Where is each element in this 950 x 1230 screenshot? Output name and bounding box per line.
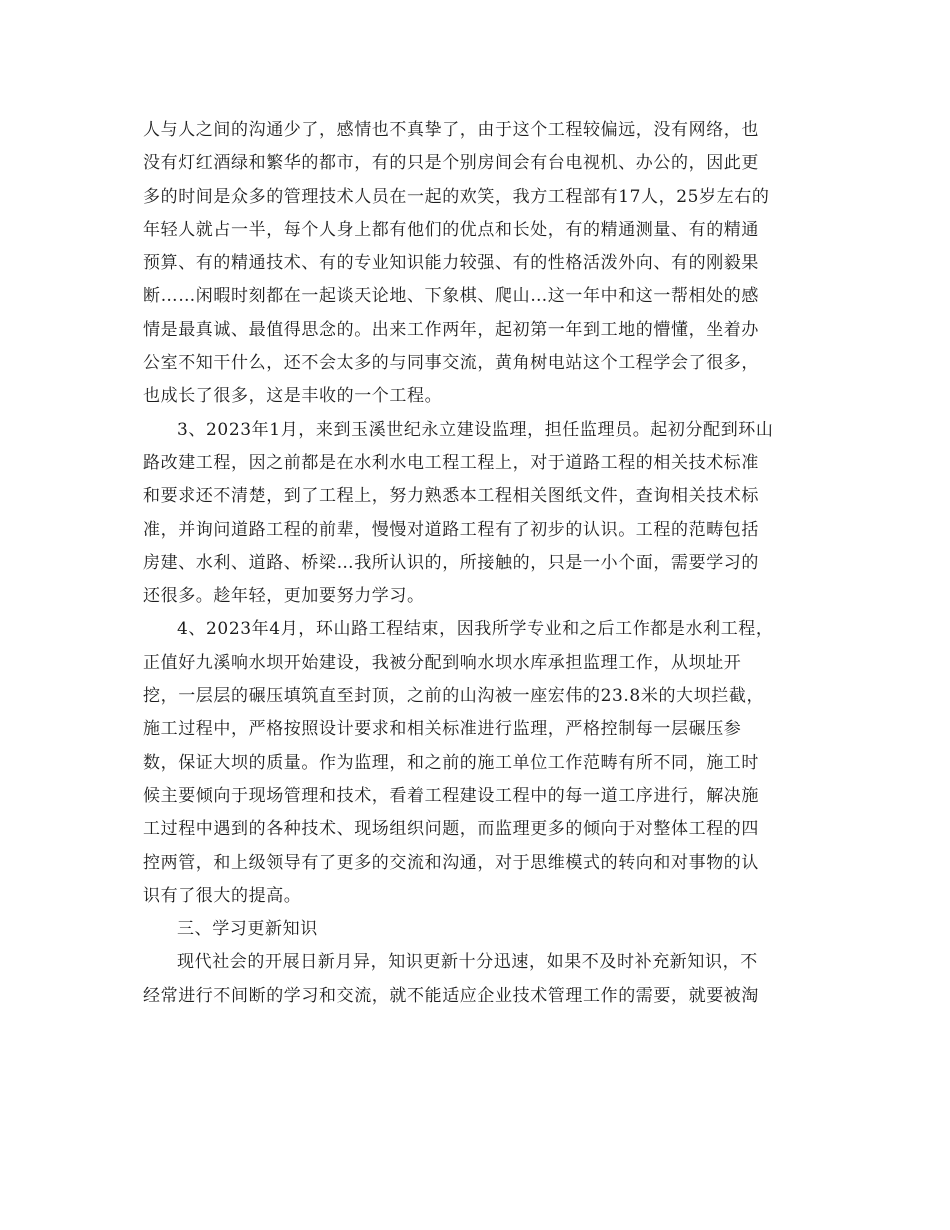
text-line: 4、2023年4月，环山路工程结束，因我所学专业和之后工作都是水利工程， bbox=[177, 619, 774, 640]
text-line: 3、2023年1月，来到玉溪世纪永立建设监理，担任监理员。起初分配到环山 bbox=[177, 419, 774, 440]
text-line: 数，保证大坝的质量。作为监理，和之前的施工单位工作范畴有所不同，施工时 bbox=[143, 752, 759, 773]
text-line: 三、学习更新知识 bbox=[177, 919, 318, 940]
text-line: 控两管，和上级领导有了更多的交流和沟通，对于思维模式的转向和对事物的认 bbox=[143, 852, 759, 873]
text-line: 多的时间是众多的管理技术人员在一起的欢笑，我方工程部有17人，25岁左右的 bbox=[143, 186, 770, 207]
text-line: 预算、有的精通技术、有的专业知识能力较强、有的性格活泼外向、有的刚毅果 bbox=[143, 253, 759, 274]
text-line: 房建、水利、道路、桥梁…我所认识的，所接触的，只是一小个面，需要学习的 bbox=[143, 552, 759, 573]
text-line: 挖，一层层的碾压填筑直至封顶，之前的山沟被一座宏伟的23.8米的大坝拦截， bbox=[143, 686, 765, 707]
text-line: 还很多。趁年轻，更加要努力学习。 bbox=[143, 586, 425, 607]
text-line: 和要求还不清楚，到了工程上，努力熟悉本工程相关图纸文件，查询相关技术标 bbox=[143, 486, 759, 507]
text-line: 也成长了很多，这是丰收的一个工程。 bbox=[143, 386, 443, 407]
text-line: 正值好九溪响水坝开始建设，我被分配到响水坝水库承担监理工作，从坝址开 bbox=[143, 652, 742, 673]
document-body bbox=[143, 114, 813, 1013]
text-line: 识有了很大的提高。 bbox=[143, 885, 302, 906]
text-line: 经常进行不间断的学习和交流，就不能适应企业技术管理工作的需要，就要被淘 bbox=[143, 985, 759, 1006]
text-line: 情是最真诚、最值得思念的。出来工作两年，起初第一年到工地的懵懂，坐着办 bbox=[143, 319, 759, 340]
text-line: 现代社会的开展日新月异，知识更新十分迅速，如果不及时补充新知识，不 bbox=[177, 952, 758, 973]
text-line: 候主要倾向于现场管理和技术，看着工程建设工程中的每一道工序进行，解决施 bbox=[143, 785, 759, 806]
text-line: 施工过程中，严格按照设计要求和相关标准进行监理，严格控制每一层碾压参 bbox=[143, 719, 742, 740]
text-line: 断……闲暇时刻都在一起谈天论地、下象棋、爬山…这一年中和这一帮相处的感 bbox=[143, 286, 759, 307]
text-line: 年轻人就占一半，每个人身上都有他们的优点和长处，有的精通测量、有的精通 bbox=[143, 219, 759, 240]
text-line: 路改建工程，因之前都是在水利水电工程工程上，对于道路工程的相关技术标准 bbox=[143, 452, 759, 473]
text-line: 没有灯红酒绿和繁华的都市，有的只是个别房间会有台电视机、办公的，因此更 bbox=[143, 153, 759, 174]
text-line: 人与人之间的沟通少了，感情也不真挚了，由于这个工程较偏远，没有网络，也 bbox=[143, 120, 759, 140]
text-line: 准，并询问道路工程的前辈，慢慢对道路工程有了初步的认识。工程的范畴包括 bbox=[143, 519, 759, 540]
text-line: 公室不知干什么，还不会太多的与同事交流，黄角树电站这个工程学会了很多， bbox=[143, 353, 759, 374]
text-line: 工过程中遇到的各种技术、现场组织问题，而监理更多的倾向于对整体工程的四 bbox=[143, 819, 759, 840]
